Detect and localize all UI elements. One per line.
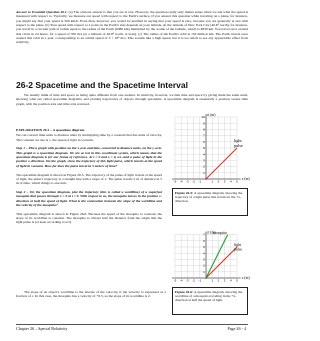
caption-label: Figure 26-6:: [175, 289, 194, 294]
y-tick-label: 8: [203, 127, 205, 132]
step1-answer: The spacetime diagram is shown in Figure 26.5. The trajectory of the pulse of light travels at the speed of light, the pulse's trajectory is a straight line with a slope of 1. The pulse travels 5 m of distance in 5 m of time, which things to one unit.: [16, 172, 162, 186]
pulse-label: pulse: [234, 247, 243, 252]
x-tick-label: 4: [229, 278, 232, 283]
figure-26-5: [166, 108, 250, 186]
y-tick-label: 6: [203, 238, 205, 243]
x-tick-label: 2: [217, 179, 220, 184]
y-tick-label: 4: [203, 152, 205, 157]
y-tick-label: 3: [203, 257, 205, 262]
x-tick-label: -4: [179, 278, 183, 283]
spacetime-diagram-light: [166, 108, 250, 186]
x-tick-label: -5: [173, 278, 177, 283]
caption-text: A spacetime diagram, showing the worldline of a mosquito traveling in the +x-direction at half the speed of light.: [175, 289, 243, 302]
x-tick-label: -5: [173, 179, 177, 184]
x-tick-label: -2: [192, 179, 195, 184]
x-tick-label: -2: [192, 278, 195, 283]
y-axis-label: ct (m): [206, 113, 216, 117]
x-tick-label: -3: [186, 278, 189, 283]
caption-text: A spacetime diagram, showing the trajectory of a light pulse that travels in the +x-direction.: [175, 190, 243, 203]
figure-26-6-caption: [172, 287, 248, 315]
x-tick-label: -3: [186, 179, 189, 184]
y-tick-label: 1: [203, 269, 205, 274]
figure-26-6: [166, 226, 250, 284]
footer-divider: [16, 324, 248, 325]
y-tick-label: 3: [203, 158, 205, 163]
caption-label: Figure 26-5:: [175, 190, 194, 195]
light-label: light: [234, 243, 241, 247]
x-axis-label: x (m): [241, 177, 250, 182]
light-label: light: [234, 138, 242, 143]
footer-chapter: Chapter 26 – Special Relativity: [16, 326, 68, 331]
section-title: 26-2 Spacetime and the Spacetime Interval: [16, 80, 188, 90]
worldline-slope-paragraph: The slope of an object's worldline is the inverse of the velocity, if the velocity is expressed as a fraction of c. In this case, the mosquito has a velocity of +0.5, so the slope of its worldline is 2.: [16, 290, 166, 299]
y-tick-label: 5: [203, 146, 205, 151]
answer-lead: Answer to Essential Question 26.1: [16, 10, 67, 14]
intro-paragraph: We usually think of time and space as being quite different from one another. In relativity, however, we link time and space by giving them the same units, showing what are called spacetime diagrams, and plotting trajectories of objects through spacetime. A spacetime diagram is essentially a position versus time graph, with the position axis and time axis reversed.: [16, 93, 248, 106]
answer-body: : (a) The obvious answer is that you are at rest. However, the question really only makes sense when we ask what the speed is measured with respect to. Typically, we measure our speed with respect to the Earth's surface. If you answer this question while traveling on a plane, for instance, you might say that your speed is 500 km/h. Even then, however, you would be justified in saying that your speed is zero, because you are generally at rest with respect to the plane. (b) Your speed with respect to a point on the Earth's axis depends on your latitude. At the latitude of New York City (40.8° north), for instance, you travel in a circular path of radius equal to the radius of the Earth (6380 km) multiplied by the cosine of the latitude, which is 4830 km. You travel once around this circle in 24 hours, for a speed of 350 m/s (at a latitude of 40.8° north, at least). (c) The radius of the Earth's orbit is 150 million km. The Earth travels once around this orbit in a year, corresponding to an orbital speed of 3 × 10⁴ m/s. This sounds like a high speed, but it is too small to see any appreciable effect from relativity.: [16, 10, 248, 45]
mosquito-label: mosquito: [213, 231, 228, 235]
step2-answer: This spacetime diagram is shown in Figure 26.6. Because the speed of the mosquito is constant, the slope of its worldline is constant. The mosquito is always half the distance from the origin that the light pulse is (at least according to us!).: [16, 211, 162, 225]
x-tick-label: 5: [236, 278, 238, 283]
x-tick-label: 1: [211, 278, 214, 283]
footer-page-number: Page 26 - 4: [227, 326, 246, 331]
light-pulse-line: [206, 247, 237, 278]
step1-prompt: Step 1 – Plot a graph with position on the x-axis and time, converted to distance units, on the y-axis. This graph is a spacetime diagram. We are at rest in this coordinate system, which means that the spacetime diagram is for our frame of reference. At t = 0 and x = 0, we send a pulse of light in the positive x-direction. On the graph, show the trajectory of this light pulse, which travels at the speed of light in vacuum. How far does the pulse travel in 5 meters of time?: [16, 146, 162, 168]
x-axis-label: x (m): [241, 276, 250, 281]
figure-26-5-caption: [172, 188, 248, 216]
spacetime-diagram-mosquito: [166, 226, 250, 284]
x-tick-label: -1: [198, 179, 202, 184]
x-tick-label: -1: [198, 278, 202, 283]
exploration-intro: We can convert time units to distance units by multiplying time by a constant that has units of velocity. The constant we use is c, the speed of light in vacuum.: [16, 133, 162, 142]
x-tick-label: -4: [179, 179, 183, 184]
y-tick-label: 1: [203, 170, 205, 175]
x-tick-label: 3: [223, 179, 226, 184]
step2-prompt: Step 2 – On the spacetime diagram, plot the trajectory (this is called a worldline) of a superfast mosquito that passes through x = 0 at t = 0. With respect to us, the mosquito moves in the positive x-direction at half the speed of light. What is the connection between the slope of the worldline and the velocity of the mosquito?: [16, 189, 162, 207]
mosquito-worldline: [206, 235, 228, 278]
pulse-label: pulse: [234, 143, 243, 148]
y-tick-label: 7: [203, 133, 205, 138]
y-tick-label: 9: [203, 121, 205, 126]
y-axis-label: ct (m): [206, 230, 216, 235]
light-pulse-line: [206, 148, 237, 179]
x-tick-label: 3: [223, 278, 226, 283]
y-tick-label: 2: [203, 164, 205, 169]
y-tick-label: 6: [203, 139, 205, 144]
y-tick-label: 7: [203, 232, 205, 237]
y-tick-label: 2: [203, 263, 205, 268]
x-tick-label: 2: [217, 278, 220, 283]
x-tick-label: 4: [229, 179, 232, 184]
x-tick-label: 5: [236, 179, 238, 184]
answer-paragraph: [16, 10, 248, 45]
y-tick-label: 10: [201, 115, 205, 120]
y-tick-label: 4: [203, 251, 205, 256]
y-tick-label: 5: [203, 245, 205, 250]
x-tick-label: 1: [211, 179, 214, 184]
exploration-title: EXPLORATION 26.2 – A spacetime diagram: [16, 128, 85, 132]
exploration-column: [16, 128, 162, 229]
